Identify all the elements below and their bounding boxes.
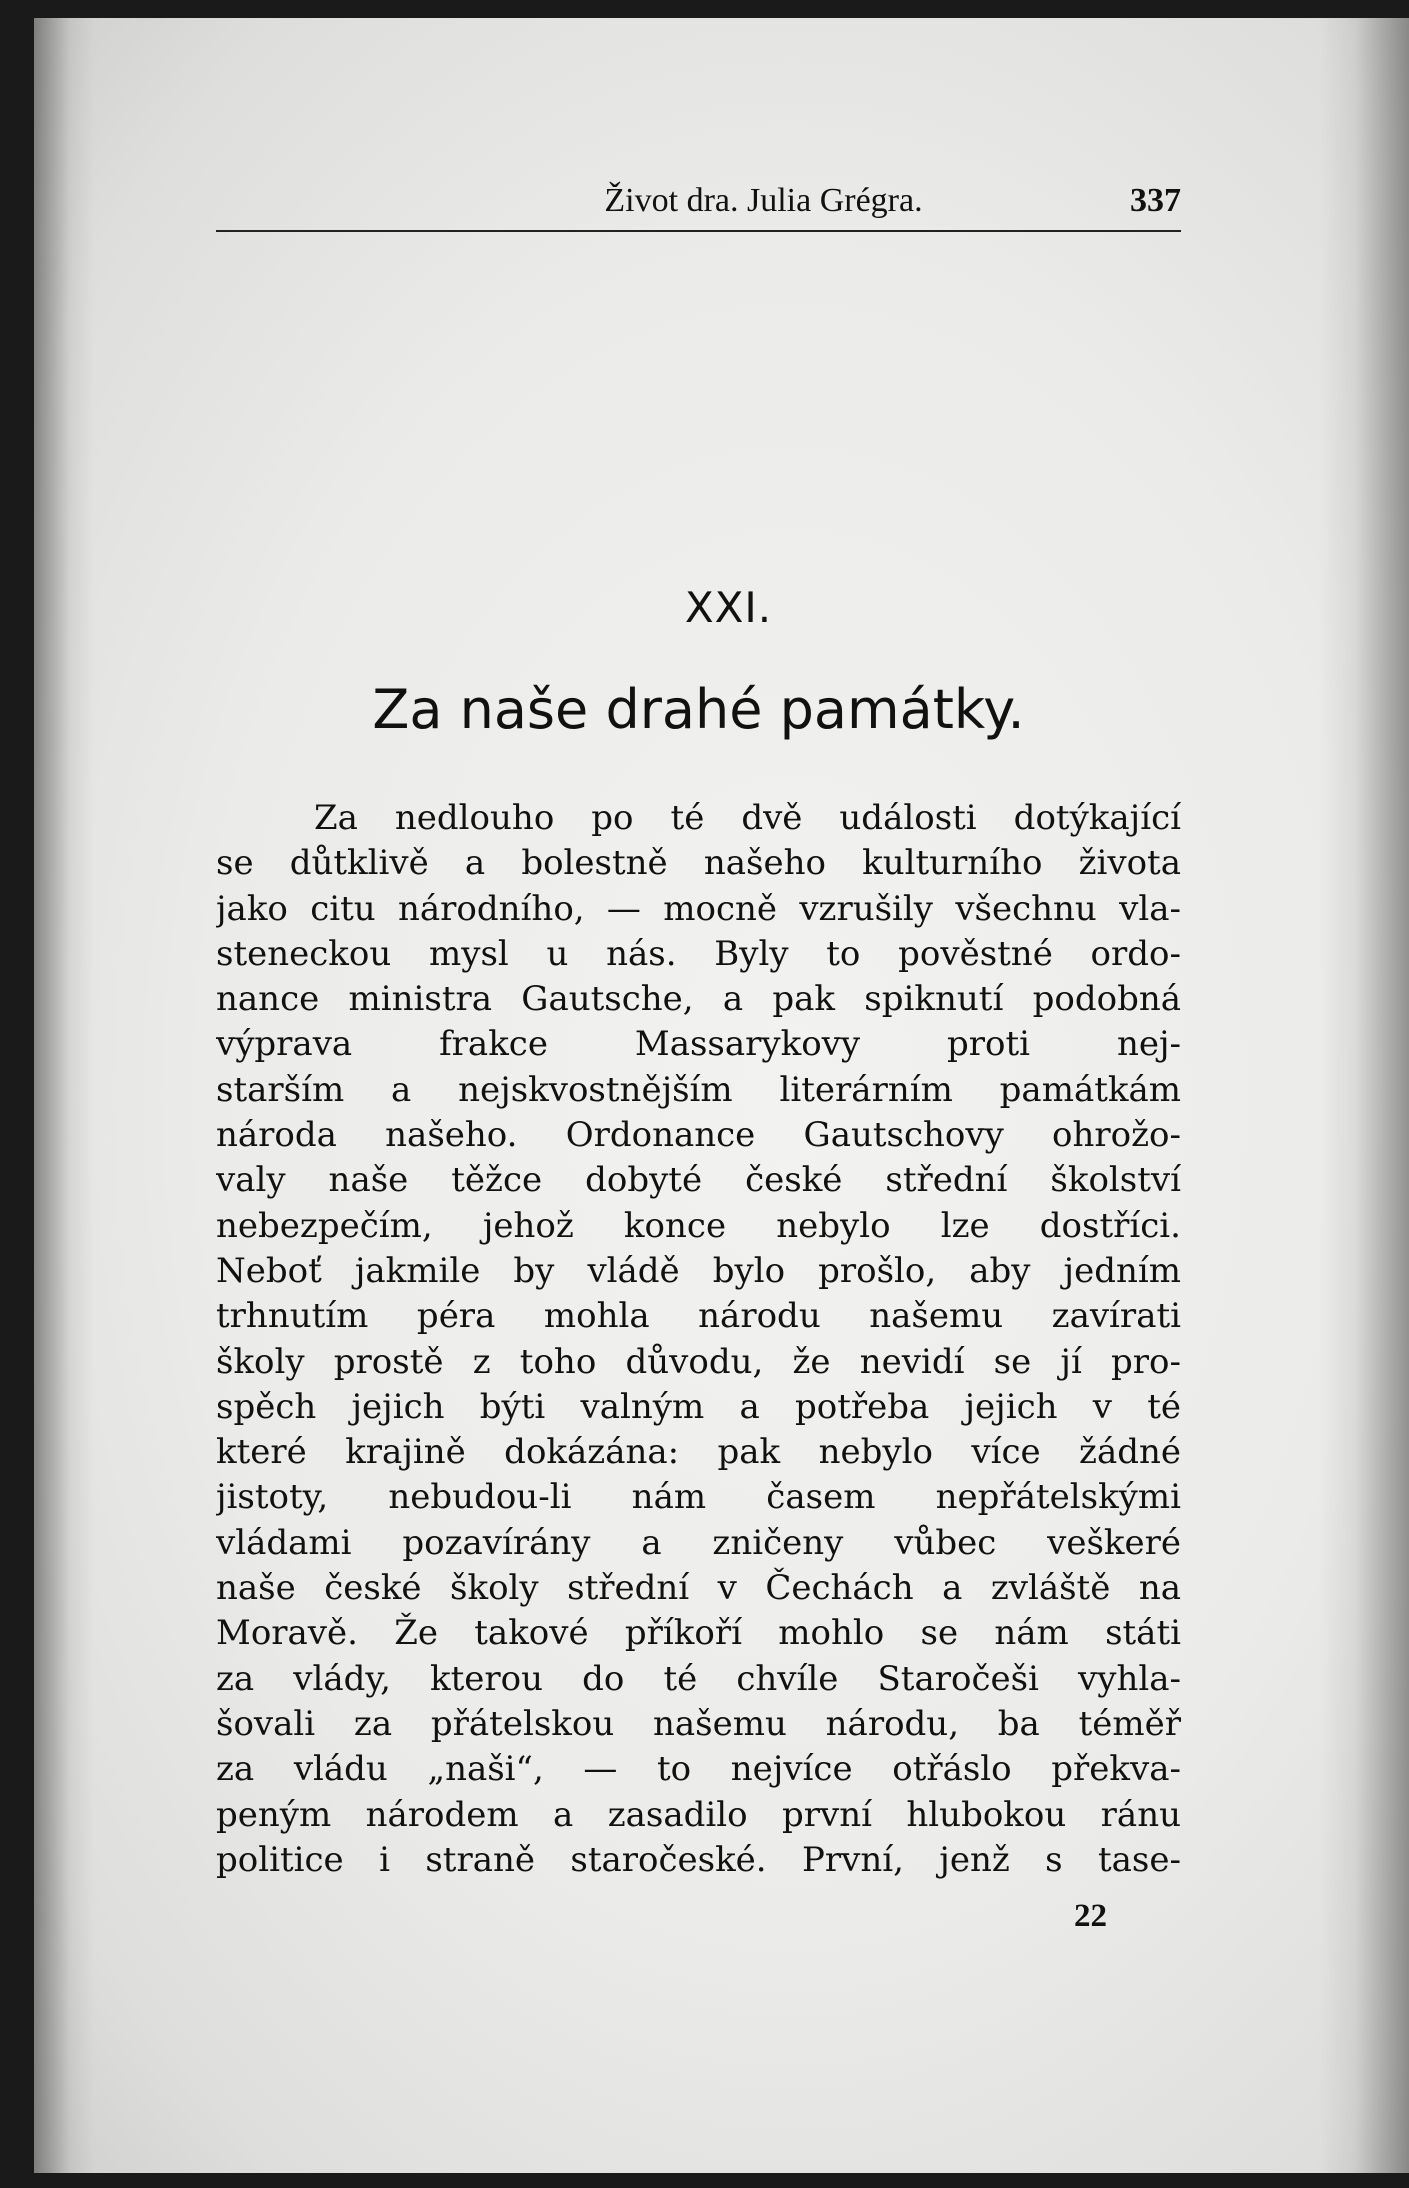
text-line: peným národem a zasadilo první hlubokou ránu <box>216 1794 1181 1835</box>
page-header <box>216 168 1181 232</box>
text-line: nebezpečím, jehož konce nebylo lze dostříci. <box>216 1205 1181 1246</box>
text-line: Neboť jakmile by vládě bylo prošlo, aby jedním <box>216 1250 1181 1291</box>
text-line: starším a nejskvostnějším literárním památkám <box>216 1069 1181 1110</box>
text-line: jistoty, nebudou-li nám časem nepřátelskými <box>216 1477 1181 1518</box>
text-line: valy naše těžce dobyté české střední školství <box>216 1160 1181 1201</box>
page-number: 337 <box>1130 182 1181 219</box>
text-line: steneckou mysl u nás. Byly to pověstné ordo- <box>216 933 1181 974</box>
text-line: školy prostě z toho důvodu, že nevidí se jí pro- <box>216 1341 1181 1382</box>
text-line: trhnutím péra mohla národu našemu zavírati <box>216 1296 1181 1337</box>
text-line: se důtklivě a bolestně našeho kulturního života <box>216 843 1181 884</box>
text-line: naše české školy střední v Čechách a zvláště na <box>216 1568 1181 1609</box>
text-line: vládami pozavírány a zničeny vůbec veškeré <box>216 1522 1181 1563</box>
text-line: politice i straně staročeské. První, jenž s tase- <box>216 1839 1181 1880</box>
text-line: Moravě. Že takové příkoří mohlo se nám státi <box>216 1613 1181 1654</box>
text-line: za vládu „naši“, — to nejvíce otřáslo překva- <box>216 1749 1181 1790</box>
text-line: za vlády, kterou do té chvíle Staročeši vyhla- <box>216 1658 1181 1699</box>
text-line: nance ministra Gautsche, a pak spiknutí podobná <box>216 979 1181 1020</box>
text-line: národa našeho. Ordonance Gautschovy ohrožo- <box>216 1115 1181 1156</box>
running-title: Život dra. Julia Grégra. <box>604 182 923 219</box>
text-line: šovali za přátelskou našemu národu, ba téměř <box>216 1703 1181 1744</box>
body-paragraph <box>216 796 1181 1883</box>
text-line: spěch jejich býti valným a potřeba jejich v té <box>216 1386 1181 1427</box>
text-line: které krajině dokázána: pak nebylo více žádné <box>216 1432 1181 1473</box>
text-line: výprava frakce Massarykovy proti nej- <box>216 1024 1181 1065</box>
chapter-title: Za naše drahé památky. <box>372 678 1025 741</box>
book-page <box>34 18 1409 2173</box>
text-line: jako citu národního, — mocně vzrušily všechnu vla- <box>216 888 1181 929</box>
signature-mark: 22 <box>1074 1898 1107 1934</box>
chapter-number: XXI. <box>684 583 773 632</box>
text-line: Za nedlouho po té dvě události dotýkající <box>314 798 1181 838</box>
